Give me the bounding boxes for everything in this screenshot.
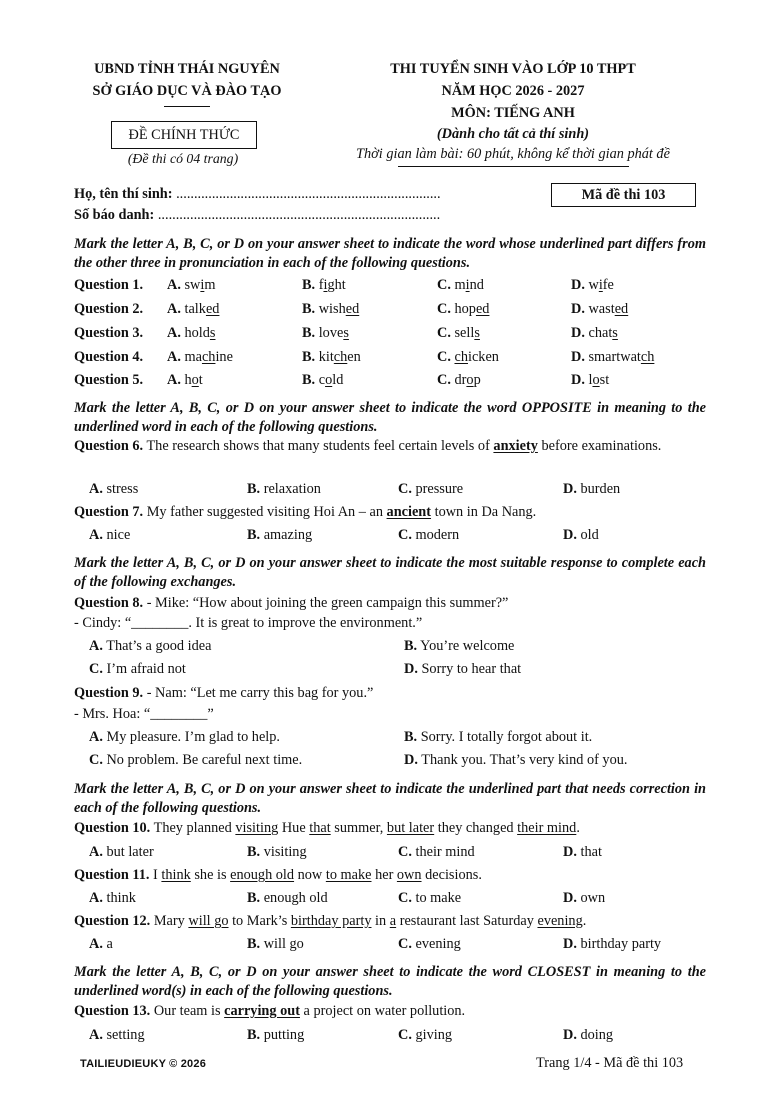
q12-option-c[interactable]	[398, 935, 461, 954]
exam-code-box: Mã đề thi 103	[551, 183, 696, 207]
question-2-label	[74, 300, 143, 319]
q5-option-d[interactable]	[571, 371, 609, 390]
word-part: t	[198, 372, 203, 388]
option-letter: D.	[563, 1027, 577, 1043]
q12-option-b[interactable]	[247, 935, 304, 954]
issuer-department: SỞ GIÁO DỤC VÀ ĐÀO TẠO	[92, 83, 282, 99]
section-instruction-closest: Mark the letter A, B, C, or D on your answer sheet to indicate the word CLOSEST in meaning to the underlined word(s) in each of the following questions.	[74, 964, 706, 999]
underlined-part: s	[209, 325, 216, 341]
option-letter: D.	[563, 890, 577, 906]
underlined-part: i	[200, 277, 205, 293]
option-letter: B.	[247, 844, 261, 860]
question-9	[74, 684, 706, 703]
option-text: I’m afraid not	[106, 661, 186, 677]
option-letter: D.	[404, 752, 418, 768]
footer-watermark: TAILIEUDIEUKY © 2026	[80, 1058, 207, 1070]
q13-option-b[interactable]	[247, 1026, 304, 1045]
underlined-part: ed	[614, 301, 629, 317]
question-text: decisions.	[421, 867, 482, 883]
question-text: - Nam: “Let me carry this bag for you.”	[143, 685, 374, 701]
word-part: kit	[318, 349, 334, 365]
q8-option-d[interactable]	[404, 660, 521, 679]
question-10	[74, 819, 706, 838]
option-text: evening	[415, 936, 461, 952]
option-text: stress	[106, 481, 139, 497]
section-instruction-response: Mark the letter A, B, C, or D on your answer sheet to indicate the most suitable response to complete each of the following exchanges.	[74, 555, 706, 590]
underlined-part: to make	[325, 867, 372, 883]
underlined-part: ch	[454, 349, 468, 365]
issuer-province: UBND TỈNH THÁI NGUYÊN	[94, 61, 280, 77]
option-text: but later	[106, 844, 154, 860]
q9-option-c[interactable]	[89, 751, 302, 770]
word-part: wast	[588, 301, 615, 317]
option-letter: A.	[167, 277, 181, 293]
question-text: now	[294, 867, 326, 883]
q7-option-c[interactable]	[398, 526, 459, 545]
q11-option-d[interactable]	[563, 889, 605, 908]
q1-option-a[interactable]	[167, 276, 215, 295]
word-part: en	[347, 349, 361, 365]
q4-option-c[interactable]	[437, 348, 499, 367]
underlined-part: ed	[205, 301, 220, 317]
underlined-part: i	[465, 277, 470, 293]
option-letter: B.	[404, 638, 418, 654]
word-part: p	[473, 372, 481, 388]
option-letter: A.	[167, 372, 181, 388]
question-text: - Mike: “How about joining the green campaign this summer?”	[143, 595, 509, 611]
word-part: dr	[454, 372, 467, 388]
q4-option-d[interactable]	[571, 348, 654, 367]
option-letter: A.	[167, 349, 181, 365]
option-letter: B.	[247, 890, 261, 906]
q9-option-a[interactable]	[89, 728, 280, 747]
question-text: before examinations.	[537, 438, 662, 454]
option-letter: B.	[302, 349, 316, 365]
q9-option-d[interactable]	[404, 751, 627, 770]
option-letter: D.	[404, 661, 418, 677]
question-text: restaurant last Saturday	[396, 913, 538, 929]
option-text: No problem. Be careful next time.	[106, 752, 303, 768]
question-label: Question 13.	[74, 1003, 151, 1019]
underlined-part: but later	[386, 820, 435, 836]
underlined-part: birthday party	[290, 913, 372, 929]
section-instruction-opposite: Mark the letter A, B, C, or D on your answer sheet to indicate the word OPPOSITE in meaning to the underlined word in each of the following questions.	[74, 400, 706, 435]
option-letter: A.	[89, 890, 103, 906]
option-letter: D.	[563, 936, 577, 952]
option-letter: D.	[571, 325, 585, 341]
q1-option-b[interactable]	[302, 276, 346, 295]
question-text: a project on water pollution.	[299, 1003, 466, 1019]
option-letter: A.	[89, 729, 103, 745]
word-part: m	[204, 277, 216, 293]
audience-note: (Dành cho tất cả thí sinh)	[436, 126, 590, 142]
option-text: relaxation	[263, 481, 321, 497]
candidate-id-line	[74, 207, 440, 224]
q1-option-c[interactable]	[437, 276, 484, 295]
subject: MÔN: TIẾNG ANH	[451, 105, 575, 121]
option-letter: C.	[437, 301, 451, 317]
option-text: a	[106, 936, 113, 952]
question-text: to Mark’s	[228, 913, 291, 929]
question-12	[74, 912, 706, 931]
option-letter: C.	[398, 481, 412, 497]
option-text: My pleasure. I’m glad to help.	[106, 729, 280, 745]
underlined-part: o	[325, 372, 333, 388]
q4-option-b[interactable]	[302, 348, 361, 367]
option-letter: B.	[247, 1027, 261, 1043]
option-letter: C.	[89, 752, 103, 768]
underlined-part: evening	[537, 913, 583, 929]
word-part: ld	[332, 372, 344, 388]
word-part: ine	[215, 349, 233, 365]
option-text: will go	[263, 936, 304, 952]
q8-option-a[interactable]	[89, 637, 211, 656]
option-text: burden	[580, 481, 621, 497]
q2-option-c[interactable]	[437, 300, 489, 319]
question-text: town in Da Nang.	[431, 504, 537, 520]
exam-title: THI TUYỂN SINH VÀO LỚP 10 THPT	[390, 61, 636, 77]
underlined-part: ch	[333, 349, 348, 365]
option-letter: A.	[167, 325, 181, 341]
option-text: amazing	[263, 527, 313, 543]
option-letter: D.	[563, 481, 577, 497]
time-note: Thời gian làm bài: 60 phút, không kể thời gian phát đề	[356, 146, 670, 162]
section-instruction-pronunciation: Mark the letter A, B, C, or D on your answer sheet to indicate the word whose underlined part differs from the other three in pronunciation in each of the following questions.	[74, 236, 706, 271]
candidate-name-field: ..........................................................................	[172, 186, 441, 202]
word-part: icken	[467, 349, 499, 365]
option-letter: C.	[398, 890, 412, 906]
q8-option-c[interactable]	[89, 660, 186, 679]
question-label: Question 3.	[74, 325, 144, 341]
word-part: fe	[602, 277, 614, 293]
option-letter: B.	[302, 372, 316, 388]
q11-option-a[interactable]	[89, 889, 136, 908]
divider	[398, 166, 629, 167]
option-letter: C.	[398, 844, 412, 860]
question-label: Question 9.	[74, 685, 144, 701]
option-text: old	[580, 527, 599, 543]
candidate-name-line	[74, 186, 441, 203]
option-text: birthday party	[580, 936, 662, 952]
word-part: wish	[318, 301, 346, 317]
underlined-part: s	[474, 325, 480, 341]
option-letter: A.	[89, 527, 103, 543]
option-text: nice	[106, 527, 131, 543]
option-text: putting	[263, 1027, 305, 1043]
option-text: giving	[415, 1027, 453, 1043]
option-letter: C.	[437, 325, 451, 341]
question-7	[74, 503, 706, 522]
question-label: Question 4.	[74, 349, 144, 365]
option-text: enough old	[263, 890, 328, 906]
option-letter: A.	[167, 301, 181, 317]
option-letter: B.	[302, 325, 316, 341]
option-letter: C.	[398, 1027, 412, 1043]
q10-option-a[interactable]	[89, 843, 154, 862]
word-part: nd	[469, 277, 484, 293]
q7-option-a[interactable]	[89, 526, 130, 545]
question-text: they changed	[434, 820, 518, 836]
underlined-part: o	[191, 372, 199, 388]
word-part: smartwat	[588, 349, 641, 365]
underlined-part: enough old	[230, 867, 295, 883]
word-part: m	[454, 277, 466, 293]
option-text: their mind	[415, 844, 475, 860]
question-label: Question 2.	[74, 301, 144, 317]
underlined-part: own	[396, 867, 422, 883]
question-1-label	[74, 276, 143, 295]
question-6	[74, 437, 706, 456]
word-part: f	[318, 277, 324, 293]
option-letter: A.	[89, 638, 103, 654]
option-letter: B.	[247, 936, 261, 952]
q1-option-d[interactable]	[571, 276, 614, 295]
school-year: NĂM HỌC 2026 - 2027	[441, 83, 585, 99]
question-8-line2: - Cindy: “________. It is great to improve the environment.”	[74, 615, 423, 631]
word-part: st	[599, 372, 610, 388]
underlined-part: ed	[475, 301, 490, 317]
underlined-part: that	[309, 820, 331, 836]
word-part: w	[588, 277, 599, 293]
underlined-part: their mind	[517, 820, 577, 836]
question-text: They planned	[150, 820, 236, 836]
q13-option-d[interactable]	[563, 1026, 613, 1045]
question-4-label	[74, 348, 143, 367]
option-letter: C.	[398, 936, 412, 952]
candidate-name-label: Họ, tên thí sinh:	[74, 186, 173, 202]
word-part: c	[318, 372, 326, 388]
question-text: in	[371, 913, 390, 929]
option-letter: A.	[89, 936, 103, 952]
option-letter: D.	[563, 844, 577, 860]
issuer-block	[68, 58, 306, 107]
q12-option-d[interactable]	[563, 935, 661, 954]
key-word: carrying out	[224, 1003, 300, 1019]
question-text: .	[582, 913, 587, 929]
q10-option-c[interactable]	[398, 843, 475, 862]
option-text: that	[580, 844, 602, 860]
option-text: Sorry to hear that	[421, 661, 522, 677]
underlined-part: will go	[188, 913, 229, 929]
question-11	[74, 866, 706, 885]
question-text: summer,	[330, 820, 387, 836]
word-part: sell	[454, 325, 475, 341]
q3-option-d[interactable]	[571, 324, 618, 343]
underlined-part: visiting	[235, 820, 279, 836]
question-label: Question 6.	[74, 438, 144, 454]
option-letter: C.	[437, 277, 451, 293]
underlined-part: s	[612, 325, 618, 341]
q6-option-c[interactable]	[398, 480, 463, 499]
question-9-line2: - Mrs. Hoa: “________”	[74, 706, 214, 722]
option-letter: B.	[302, 301, 316, 317]
option-text: Sorry. I totally forgot about it.	[420, 729, 593, 745]
q11-option-c[interactable]	[398, 889, 461, 908]
option-text: own	[580, 890, 606, 906]
question-label: Question 11.	[74, 867, 150, 883]
option-letter: A.	[89, 1027, 103, 1043]
question-text: My father suggested visiting Hoi An – an	[143, 504, 387, 520]
question-label: Question 1.	[74, 277, 144, 293]
option-text: to make	[415, 890, 462, 906]
underlined-part: a	[389, 913, 397, 929]
question-text: Hue	[278, 820, 310, 836]
q5-option-b[interactable]	[302, 371, 343, 390]
section-instruction-correction: Mark the letter A, B, C, or D on your answer sheet to indicate the underlined part that needs correction in each of the following questions.	[74, 781, 706, 816]
q2-option-b[interactable]	[302, 300, 359, 319]
q13-option-c[interactable]	[398, 1026, 452, 1045]
question-label: Question 7.	[74, 504, 144, 520]
q6-option-d[interactable]	[563, 480, 620, 499]
q10-option-d[interactable]	[563, 843, 602, 862]
underlined-part: ch	[640, 349, 655, 365]
question-text: Our team is	[150, 1003, 225, 1019]
option-letter: D.	[571, 349, 585, 365]
option-letter: D.	[571, 277, 585, 293]
option-letter: B.	[302, 277, 316, 293]
q3-option-b[interactable]	[302, 324, 349, 343]
q13-option-a[interactable]	[89, 1026, 145, 1045]
underlined-part: think	[161, 867, 191, 883]
question-13	[74, 1002, 706, 1021]
option-letter: A.	[89, 844, 103, 860]
option-text: That’s a good idea	[106, 638, 212, 654]
q5-option-a[interactable]	[167, 371, 203, 390]
option-letter: B.	[247, 527, 261, 543]
option-letter: B.	[247, 481, 261, 497]
question-label: Question 5.	[74, 372, 144, 388]
q9-option-b[interactable]	[404, 728, 592, 747]
word-part: sw	[184, 277, 201, 293]
question-3-label	[74, 324, 143, 343]
question-label: Question 10.	[74, 820, 151, 836]
option-text: modern	[415, 527, 460, 543]
option-text: pressure	[415, 481, 464, 497]
question-label: Question 8.	[74, 595, 144, 611]
word-part: hold	[184, 325, 210, 341]
option-letter: B.	[404, 729, 418, 745]
q6-option-a[interactable]	[89, 480, 138, 499]
q5-option-c[interactable]	[437, 371, 481, 390]
footer-page-number: Trang 1/4 - Mã đề thi 103	[536, 1055, 684, 1071]
underlined-part: ed	[345, 301, 360, 317]
exam-title-block	[318, 58, 708, 167]
question-text: I	[149, 867, 162, 883]
word-part: talk	[184, 301, 206, 317]
question-text: her	[371, 867, 397, 883]
divider	[164, 106, 210, 107]
word-part: ma	[184, 349, 202, 365]
q7-option-b[interactable]	[247, 526, 312, 545]
q3-option-c[interactable]	[437, 324, 480, 343]
key-word: anxiety	[493, 438, 538, 454]
question-text: The research shows that many students feel certain levels of	[143, 438, 494, 454]
option-letter: C.	[398, 527, 412, 543]
option-text: setting	[106, 1027, 145, 1043]
option-letter: D.	[571, 301, 585, 317]
q3-option-a[interactable]	[167, 324, 215, 343]
q12-option-a[interactable]	[89, 935, 113, 954]
underlined-part: ch	[201, 349, 216, 365]
q7-option-d[interactable]	[563, 526, 599, 545]
candidate-id-label: Số báo danh:	[74, 207, 155, 223]
word-part: hop	[454, 301, 476, 317]
question-label: Question 12.	[74, 913, 151, 929]
word-part: h	[184, 372, 192, 388]
word-part: love	[318, 325, 344, 341]
q11-option-b[interactable]	[247, 889, 328, 908]
option-letter: D.	[571, 372, 585, 388]
question-8	[74, 594, 706, 613]
word-part: chat	[588, 325, 613, 341]
question-text: Mary	[150, 913, 189, 929]
option-text: You’re welcome	[420, 638, 515, 654]
underlined-part: i	[598, 277, 603, 293]
option-letter: C.	[89, 661, 103, 677]
official-badge: ĐỀ CHÍNH THỨC	[111, 121, 257, 149]
word-part: ght	[327, 277, 346, 293]
q4-option-a[interactable]	[167, 348, 233, 367]
question-5-label	[74, 371, 143, 390]
option-text: visiting	[263, 844, 307, 860]
question-text: .	[576, 820, 580, 836]
option-text: Thank you. That’s very kind of you.	[421, 752, 628, 768]
option-letter: C.	[437, 372, 451, 388]
page-count-note: (Đề thi có 04 trang)	[127, 151, 239, 166]
q8-option-b[interactable]	[404, 637, 514, 656]
option-text: think	[106, 890, 136, 906]
q10-option-b[interactable]	[247, 843, 307, 862]
q2-option-a[interactable]	[167, 300, 219, 319]
key-word: ancient	[386, 504, 432, 520]
underlined-part: s	[343, 325, 349, 341]
option-letter: A.	[89, 481, 103, 497]
option-letter: C.	[437, 349, 451, 365]
q6-option-b[interactable]	[247, 480, 321, 499]
underlined-part: o	[592, 372, 600, 388]
underlined-part: o	[466, 372, 474, 388]
question-text: she is	[190, 867, 231, 883]
candidate-id-field: ...............................................................................	[154, 207, 441, 223]
option-text: doing	[580, 1027, 614, 1043]
option-letter: D.	[563, 527, 577, 543]
q2-option-d[interactable]	[571, 300, 628, 319]
underlined-part: i	[323, 277, 328, 293]
word-part: l	[588, 372, 593, 388]
